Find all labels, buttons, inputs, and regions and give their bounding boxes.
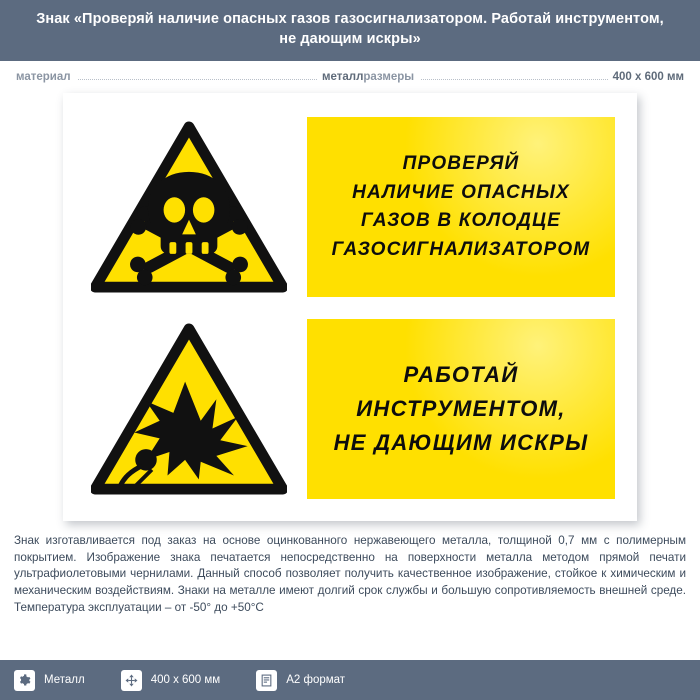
footer-item-format[interactable] — [256, 670, 345, 691]
header-bar — [0, 0, 700, 61]
sign-text-top-line-4: ГАЗОСИГНАЛИЗАТОРОМ — [331, 238, 591, 260]
description-text: Знак изготавливается под заказ на основе оцинкованного нержавеющего металла, толщиной 0,7 мм с полимерным покрытием. Изображение знака печатается непосредственно на поверхности металла методом прямой печати ультрафиолетовыми чернилами. Данный способ позволяет получить качественное изображение, стойкое к химическим и механическим воздействиям. Знаки на металле имеют долгий срок службы и большую сопротивляемость внешней среде. Температура эксплуатации – от -50° до +50°С — [14, 534, 686, 614]
arrows-resize-icon — [121, 670, 142, 691]
spec-material-label: материал — [16, 71, 71, 84]
footer-label-material: Металл — [44, 674, 85, 686]
spec-material-value: металл — [321, 71, 364, 84]
spec-material — [16, 71, 363, 83]
sign-text-top-line-2: НАЛИЧИЕ ОПАСНЫХ — [352, 181, 570, 203]
sign-text-bottom — [307, 319, 615, 499]
document-icon — [256, 670, 277, 691]
sign-text-top-line-1: ПРОВЕРЯЙ — [402, 153, 520, 175]
spec-row — [0, 61, 700, 91]
footer-item-size[interactable] — [121, 670, 221, 691]
dot-leader — [421, 79, 608, 80]
sign-text-bottom-line-3: НЕ ДАЮЩИМ ИСКРЫ — [333, 430, 589, 456]
footer-label-format: A2 формат — [286, 674, 346, 686]
page-title: Знак «Проверяй наличие опасных газов газосигнализатором. Работай инструментом, не дающим искры» — [36, 11, 664, 47]
footer-item-material[interactable] — [14, 670, 85, 691]
sign-text-bottom-line-2: ИНСТРУМЕНТОМ, — [356, 396, 566, 422]
sign-text-top — [307, 117, 615, 297]
spec-size-value: 400 х 600 мм — [612, 71, 685, 84]
explosion-triangle-icon — [85, 319, 293, 499]
skull-crossbones-triangle-icon — [85, 117, 293, 297]
sign-text-bottom-line-1: РАБОТАЙ — [403, 361, 519, 387]
dot-leader — [78, 79, 317, 80]
spec-size-label: размеры — [363, 71, 415, 84]
gear-icon — [14, 670, 35, 691]
sign-image — [63, 93, 637, 521]
sign-text-top-line-3: ГАЗОВ В КОЛОДЦЕ — [361, 210, 561, 232]
footer-bar — [0, 660, 700, 700]
footer-label-size: 400 х 600 мм — [150, 674, 221, 686]
spec-size — [363, 71, 684, 83]
